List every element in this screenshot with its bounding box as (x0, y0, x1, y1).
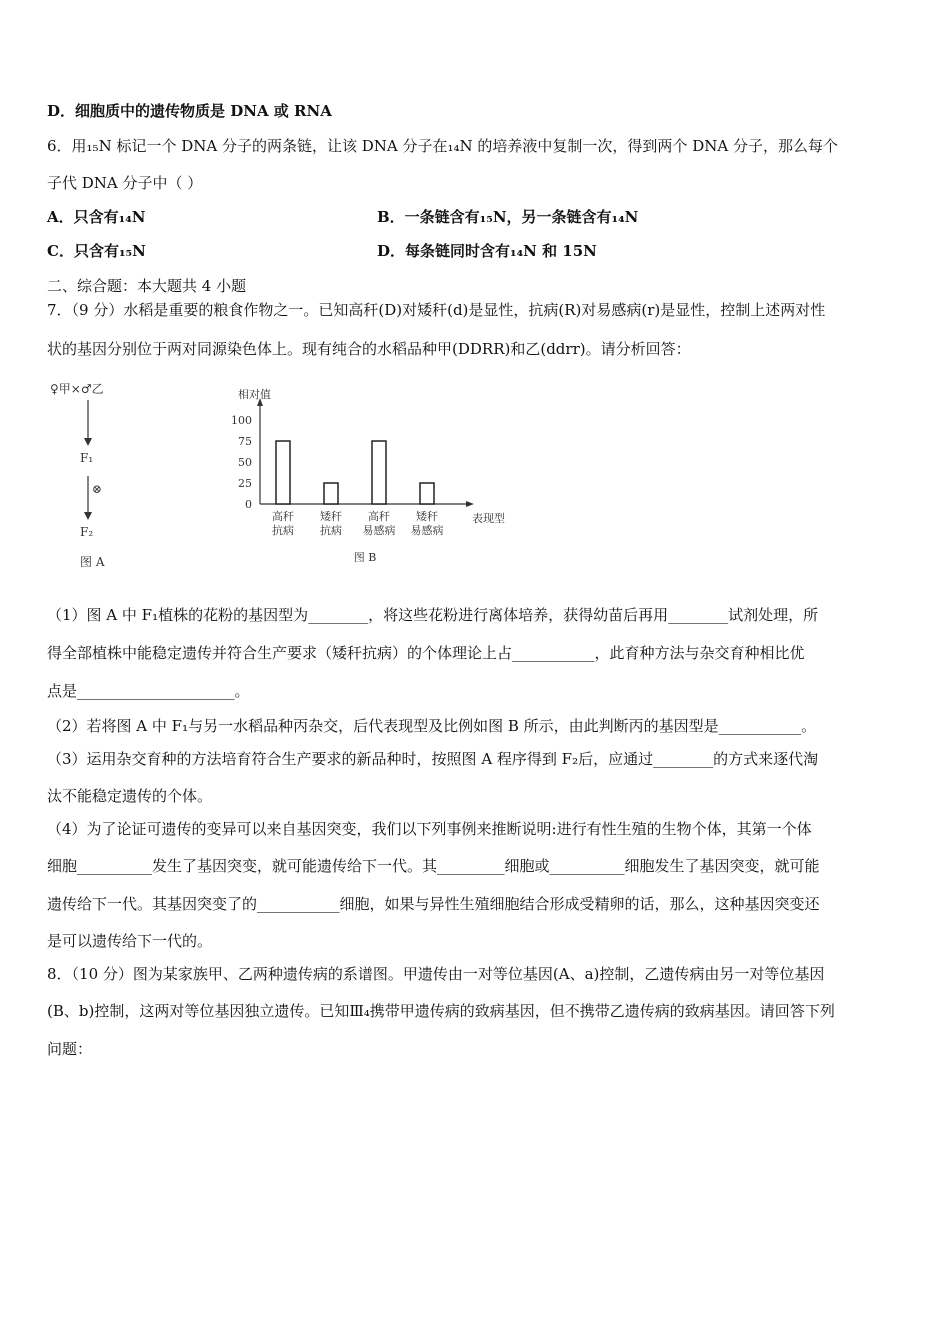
bar (324, 483, 338, 504)
x-tick-label: 易感病 (362, 524, 396, 537)
y-tick-label: 0 (245, 498, 252, 511)
figure-b (225, 380, 525, 580)
question-8-stem-cont: (B、b)控制，这两对等位基因独立遗传。已知Ⅲ₄携带甲遗传病的致病基因，但不携带乙遗传病的致病基因。请回答下列 (47, 1002, 835, 1020)
section-heading: 二、综合题：本大题共 4 小题 (47, 277, 247, 295)
question-7-stem: 7．（9 分）水稻是重要的粮食作物之一。已知高秆(D)对矮秆(d)是显性，抗病(R)对易感病(r)是显性，控制上述两对性 (47, 301, 826, 319)
self-cross-symbol: ⊗ (92, 482, 103, 496)
option-a-q6: A．只含有₁₄N (47, 208, 146, 226)
x-tick-label: 矮秆 (416, 510, 438, 523)
y-axis-label: 相对值 (238, 388, 271, 401)
bar (372, 441, 386, 504)
y-tick-label: 100 (231, 414, 252, 427)
question-7-part-4-cont: 细胞__________发生了基因突变，就可能遗传给下一代。其_________细胞或__________细胞发生了基因突变，就可能 (47, 857, 820, 875)
bar (276, 441, 290, 504)
question-8-stem-cont2: 问题： (47, 1040, 93, 1058)
option-c-q6: C．只含有₁₅N (47, 242, 146, 260)
y-tick-label: 75 (238, 435, 252, 448)
f1-label: F₁ (80, 451, 94, 465)
figure-a-arrows (50, 380, 150, 570)
cross-label: ♀甲×♂乙 (50, 382, 104, 396)
x-tick-label: 高秆 (368, 510, 390, 523)
y-tick-label: 25 (238, 477, 252, 490)
bar (420, 483, 434, 504)
x-axis-label: 表现型 (472, 512, 505, 525)
x-tick-label: 抗病 (272, 524, 294, 537)
x-axis-arrow (466, 501, 474, 507)
question-7-part-4: （4）为了论证可遗传的变异可以来自基因突变，我们以下列事例来推断说明:进行有性生殖的生物个体，其第一个体 (47, 820, 812, 838)
question-7-part-3: （3）运用杂交育种的方法培育符合生产要求的新品种时，按照图 A 程序得到 F₂后，应通过________的方式来逐代淘 (47, 750, 819, 768)
figure-a (50, 380, 150, 570)
x-tick-label: 矮秆 (320, 510, 342, 523)
question-8-stem: 8．（10 分）图为某家族甲、乙两种遗传病的系谱图。甲遗传由一对等位基因(A、a)控制，乙遗传病由另一对等位基因 (47, 965, 825, 983)
f2-label: F₂ (80, 525, 94, 539)
question-7-part-1: （1）图 A 中 F₁植株的花粉的基因型为________，将这些花粉进行离体培养，获得幼苗后再用________试剂处理，所 (47, 606, 819, 624)
figure-b-caption: 图 B (353, 551, 377, 564)
question-7-part-1-cont: 得全部植株中能稳定遗传并符合生产要求（矮秆抗病）的个体理论上占___________，此育种方法与杂交育种相比优 (47, 644, 805, 662)
question-7-part-1-cont2: 点是_____________________。 (47, 682, 250, 700)
question-7-part-4-cont2: 遗传给下一代。其基因突变了的___________细胞，如果与异性生殖细胞结合形成受精卵的话，那么，这种基因突变还 (47, 895, 820, 913)
y-tick-label: 50 (238, 456, 252, 469)
option-d-q5: D．细胞质中的遗传物质是 DNA 或 RNA (47, 102, 332, 120)
x-tick-label: 高秆 (272, 510, 294, 523)
x-tick-label: 抗病 (320, 524, 342, 537)
option-b-q6: B．一条链含有₁₅N，另一条链含有₁₄N (377, 208, 639, 226)
question-7-part-3-cont: 汰不能稳定遗传的个体。 (47, 787, 213, 805)
figure-a-caption: 图 A (80, 555, 105, 569)
question-7-part-4-cont3: 是可以遗传给下一代的。 (47, 932, 213, 950)
option-d-q6: D．每条链同时含有₁₄N 和 15N (377, 242, 597, 260)
question-6-stem: 6．用₁₅N 标记一个 DNA 分子的两条链，让该 DNA 分子在₁₄N 的培养液中复制一次，得到两个 DNA 分子，那么每个 (47, 137, 838, 155)
bar-chart (225, 380, 525, 580)
question-7-stem-cont: 状的基因分别位于两对同源染色体上。现有纯合的水稻品种甲(DDRR)和乙(ddrr)。请分析回答： (47, 340, 691, 358)
x-tick-label: 易感病 (410, 524, 444, 537)
question-7-part-2: （2）若将图 A 中 F₁与另一水稻品种丙杂交，后代表现型及比例如图 B 所示，由此判断丙的基因型是___________。 (47, 717, 817, 735)
question-6-stem-cont: 子代 DNA 分子中（ ） (47, 174, 203, 192)
